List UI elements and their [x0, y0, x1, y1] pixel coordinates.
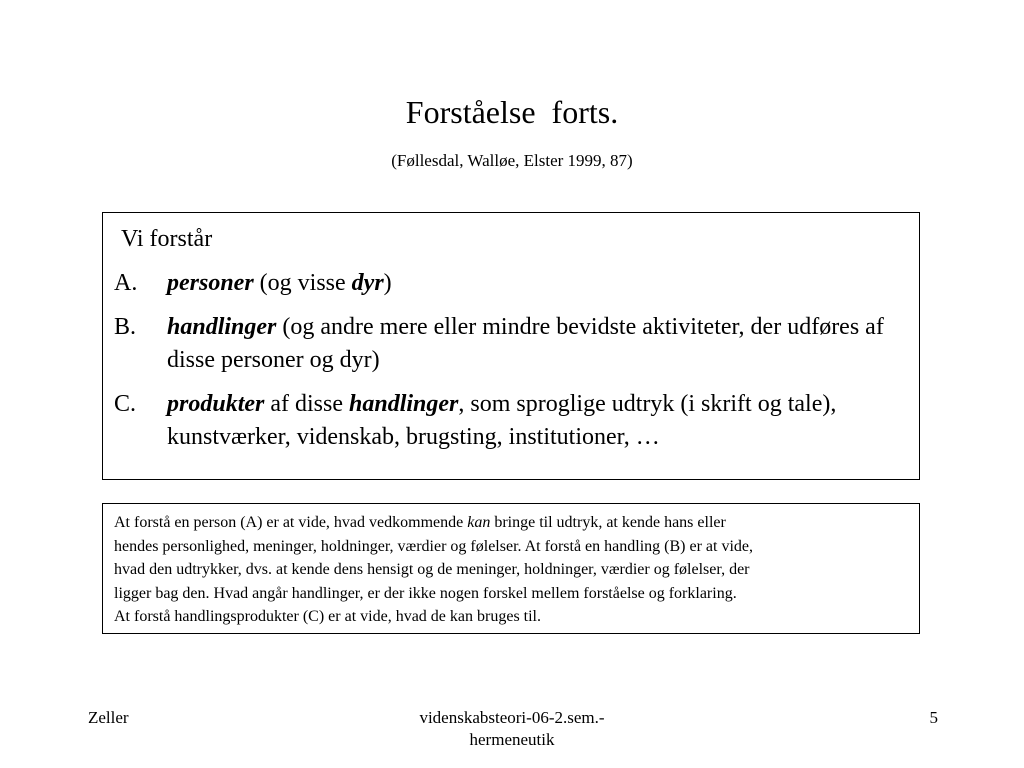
- main-content-box: [102, 212, 920, 480]
- list-marker: C.: [114, 391, 137, 417]
- footer-course: [362, 707, 662, 751]
- list-item-b: [114, 311, 909, 377]
- list-marker: B.: [114, 314, 137, 340]
- term-handlinger: handlinger: [167, 314, 277, 340]
- note-box: [102, 503, 920, 634]
- term-dyr: dyr: [351, 270, 384, 296]
- term-handlinger: handlinger: [349, 391, 459, 417]
- note-text: bringe til udtryk, at kende hans eller: [490, 514, 726, 531]
- slide-title: Forståelse forts.: [405, 94, 619, 130]
- note-line: ligger bag den. Hvad angår handlinger, er der ikke nogen forskel mellem forståelse og forklaring.: [114, 584, 737, 602]
- note-line: At forstå handlingsprodukter (C) er at vide, hvad de kan bruges til.: [114, 608, 541, 625]
- term-produkter: produkter: [167, 391, 265, 417]
- list-marker: A.: [114, 270, 138, 296]
- item-text: (og visse: [253, 270, 352, 296]
- note-line: [114, 511, 911, 535]
- item-text: ): [383, 270, 392, 296]
- list-item-a: [114, 267, 909, 300]
- term-personer: personer: [167, 270, 254, 296]
- item-text: , som sproglige udtryk (i skrift og tale), kunstværker, videnskab, brugsting, institutioner, …: [167, 391, 837, 450]
- note-emphasis: kan: [467, 514, 491, 531]
- page-number: 5: [929, 708, 938, 727]
- item-text: (og andre mere eller mindre bevidste aktiviteter, der udføres af disse personer og dyr): [167, 314, 884, 373]
- note-text: At forstå en person (A) er at vide, hvad vedkommende: [114, 514, 468, 531]
- intro-text: Vi forstår: [121, 226, 213, 252]
- item-text: af disse: [264, 391, 350, 417]
- footer-course-line: hermeneutik: [469, 730, 555, 749]
- footer-author: Zeller: [88, 708, 129, 727]
- slide-subtitle: (Føllesdal, Walløe, Elster 1999, 87): [391, 151, 633, 170]
- footer-course-line: videnskabsteori-06-2.sem.-: [419, 708, 605, 727]
- note-line: hendes personlighed, meninger, holdninger, værdier og følelser. At forstå en handling (B) er at vide,: [114, 537, 753, 555]
- list-item-c: [114, 388, 909, 454]
- note-line: hvad den udtrykker, dvs. at kende dens hensigt og de meninger, holdninger, værdier og følelser, der: [114, 561, 750, 578]
